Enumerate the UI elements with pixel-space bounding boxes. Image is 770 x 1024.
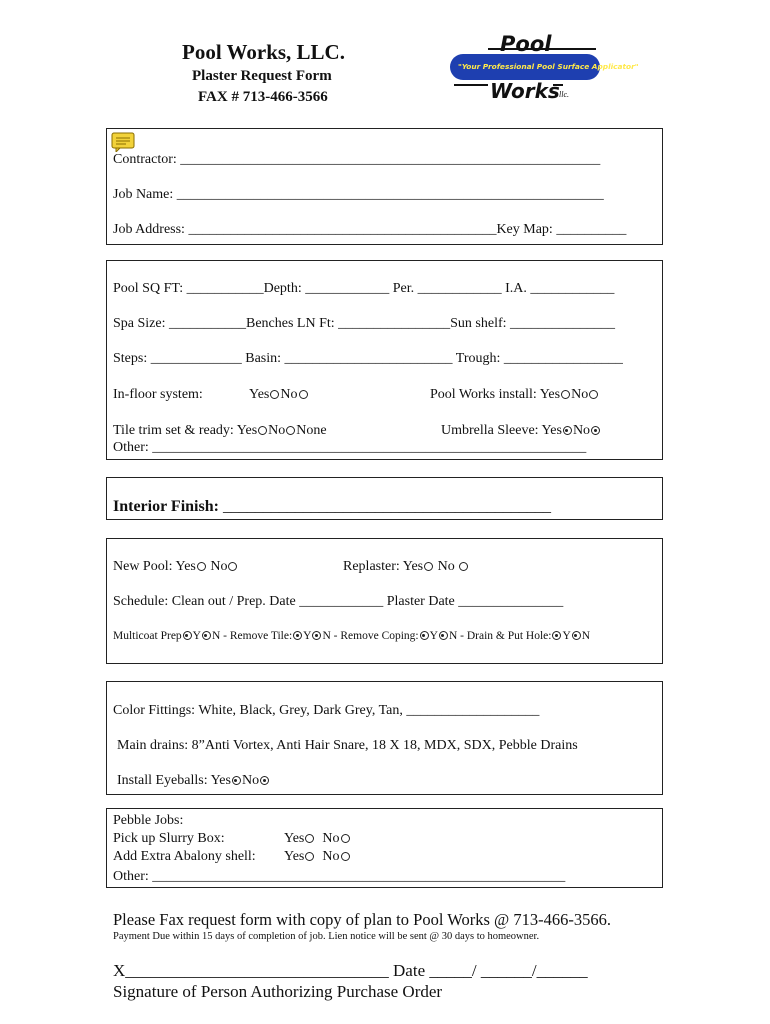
abalony-options <box>284 849 351 865</box>
umbrella-no-radio[interactable] <box>591 426 600 435</box>
pw-install-no-label: No <box>571 387 589 402</box>
fax-instruction: Please Fax request form with copy of plan to Pool Works @ 713-466-3566. <box>113 910 611 929</box>
interior-finish-line[interactable]: _________________________________________ <box>222 498 551 515</box>
replaster-yes-radio[interactable] <box>424 562 433 571</box>
drain-hole-n-radio[interactable] <box>572 631 581 640</box>
abalony-no-radio[interactable] <box>341 852 350 861</box>
infloor-label: In-floor system: <box>113 387 203 402</box>
replaster-options <box>343 559 469 575</box>
tile-trim-label: Tile trim set & ready: Yes <box>113 423 258 438</box>
multicoat-y-label: Y <box>192 630 201 642</box>
new-pool-no-radio[interactable] <box>228 562 237 571</box>
drain-hole-y-label: Y <box>562 630 571 642</box>
new-pool-label: New Pool: Yes <box>113 559 196 574</box>
job-name-field[interactable]: Job Name: _____________________________________________________________ <box>113 187 604 202</box>
pool-sqft-field[interactable]: Pool SQ FT: ___________Depth: ____________ Per. ____________ I.A. ____________ <box>113 281 615 296</box>
abalony-label: Add Extra Abalony shell: <box>113 849 256 864</box>
interior-finish-label: Interior Finish: <box>113 498 223 515</box>
drain-hole-label: N - Drain & Put Hole: <box>448 630 552 642</box>
remove-tile-label: N - Remove Tile: <box>211 630 293 642</box>
drain-hole-y-radio[interactable] <box>552 631 561 640</box>
logo-top-text: Pool <box>500 32 552 56</box>
slurry-no-radio[interactable] <box>341 834 350 843</box>
tile-none-label: None <box>296 423 327 438</box>
payment-terms: Payment Due within 15 days of completion of job. Lien notice will be sent @ 30 days to homeowner. <box>113 931 540 942</box>
schedule-field[interactable]: Schedule: Clean out / Prep. Date ____________ Plaster Date _______________ <box>113 594 564 609</box>
eyeballs-options <box>117 773 270 789</box>
umbrella-label: Umbrella Sleeve: Yes <box>441 423 562 438</box>
slurry-box-options <box>284 831 351 847</box>
umbrella-yes-radio[interactable] <box>563 426 572 435</box>
form-title: Plaster Request Form <box>192 68 332 84</box>
pw-install-label: Pool Works install: Yes <box>430 387 561 402</box>
spa-size-field[interactable]: Spa Size: ___________Benches LN Ft: ________________Sun shelf: _______________ <box>113 316 616 331</box>
replaster-no-radio[interactable] <box>459 562 468 571</box>
slurry-no-label: No <box>322 831 340 846</box>
slurry-yes-radio[interactable] <box>305 834 314 843</box>
infloor-options <box>249 387 309 403</box>
replaster-no-label: No <box>437 559 455 574</box>
tile-no-label: No <box>268 423 286 438</box>
signature-date-line[interactable]: X_______________________________ Date _____/ ______/______ <box>113 961 588 980</box>
color-fittings-field[interactable]: Color Fittings: White, Black, Grey, Dark Grey, Tan, ___________________ <box>113 703 540 718</box>
main-drains-text: Main drains: 8”Anti Vortex, Anti Hair Snare, 18 X 18, MDX, SDX, Pebble Drains <box>117 738 578 753</box>
interior-finish-field[interactable] <box>113 498 551 516</box>
drain-hole-n-label: N <box>581 630 591 642</box>
contractor-field[interactable]: Contractor: ____________________________________________________________ <box>113 152 601 167</box>
multicoat-n-radio[interactable] <box>202 631 211 640</box>
abalony-yes-label: Yes <box>284 849 305 864</box>
company-name: Pool Works, LLC. <box>182 40 345 64</box>
pebble-jobs-title: Pebble Jobs: <box>113 813 184 828</box>
infloor-yes-label: Yes <box>249 387 270 402</box>
pw-install-no-radio[interactable] <box>589 390 598 399</box>
pool-other-field[interactable]: Other: ______________________________________________________________ <box>113 440 587 455</box>
slurry-box-label: Pick up Slurry Box: <box>113 831 225 846</box>
umbrella-options <box>441 423 601 439</box>
remove-tile-y-label: Y <box>303 630 312 642</box>
fax-number: FAX # 713-466-3566 <box>198 89 328 105</box>
abalony-yes-radio[interactable] <box>305 852 314 861</box>
eyeballs-yes-radio[interactable] <box>232 776 241 785</box>
new-pool-yes-radio[interactable] <box>197 562 206 571</box>
remove-coping-label: N - Remove Coping: <box>322 630 419 642</box>
logo-bottom-text: Works <box>490 79 560 103</box>
job-address-field[interactable]: Job Address: ____________________________________________Key Map: __________ <box>113 222 627 237</box>
remove-coping-n-radio[interactable] <box>439 631 448 640</box>
new-pool-no-label: No <box>210 559 228 574</box>
infloor-no-radio[interactable] <box>299 390 308 399</box>
pool-works-logo <box>448 32 639 103</box>
logo-suffix: llc. <box>559 90 569 99</box>
remove-coping-y-label: Y <box>429 630 438 642</box>
slurry-yes-label: Yes <box>284 831 305 846</box>
infloor-yes-radio[interactable] <box>270 390 279 399</box>
eyeballs-no-radio[interactable] <box>260 776 269 785</box>
new-pool-options <box>113 559 238 575</box>
remove-coping-y-radio[interactable] <box>420 631 429 640</box>
steps-field[interactable]: Steps: _____________ Basin: ________________________ Trough: _________________ <box>113 351 623 366</box>
multicoat-options <box>113 630 590 642</box>
eyeballs-no-label: No <box>241 773 260 788</box>
remove-tile-y-radio[interactable] <box>293 631 302 640</box>
pw-install-yes-radio[interactable] <box>561 390 570 399</box>
logo-tagline: "Your Professional Pool Surface Applicator" <box>458 62 639 71</box>
eyeballs-label: Install Eyeballs: Yes <box>117 773 231 788</box>
umbrella-no-label: No <box>572 423 591 438</box>
tile-trim-options <box>113 423 327 439</box>
pebble-other-field[interactable]: Other: ___________________________________________________________ <box>113 869 566 884</box>
comment-note-icon[interactable] <box>111 132 135 152</box>
abalony-no-label: No <box>322 849 340 864</box>
signature-label: Signature of Person Authorizing Purchase Order <box>113 982 443 1001</box>
tile-yes-radio[interactable] <box>258 426 267 435</box>
multicoat-y-radio[interactable] <box>183 631 192 640</box>
remove-tile-n-radio[interactable] <box>312 631 321 640</box>
pw-install-options <box>430 387 599 403</box>
replaster-label: Replaster: Yes <box>343 559 424 574</box>
infloor-no-label: No <box>280 387 298 402</box>
multicoat-label: Multicoat Prep <box>113 630 182 642</box>
tile-no-radio[interactable] <box>286 426 295 435</box>
